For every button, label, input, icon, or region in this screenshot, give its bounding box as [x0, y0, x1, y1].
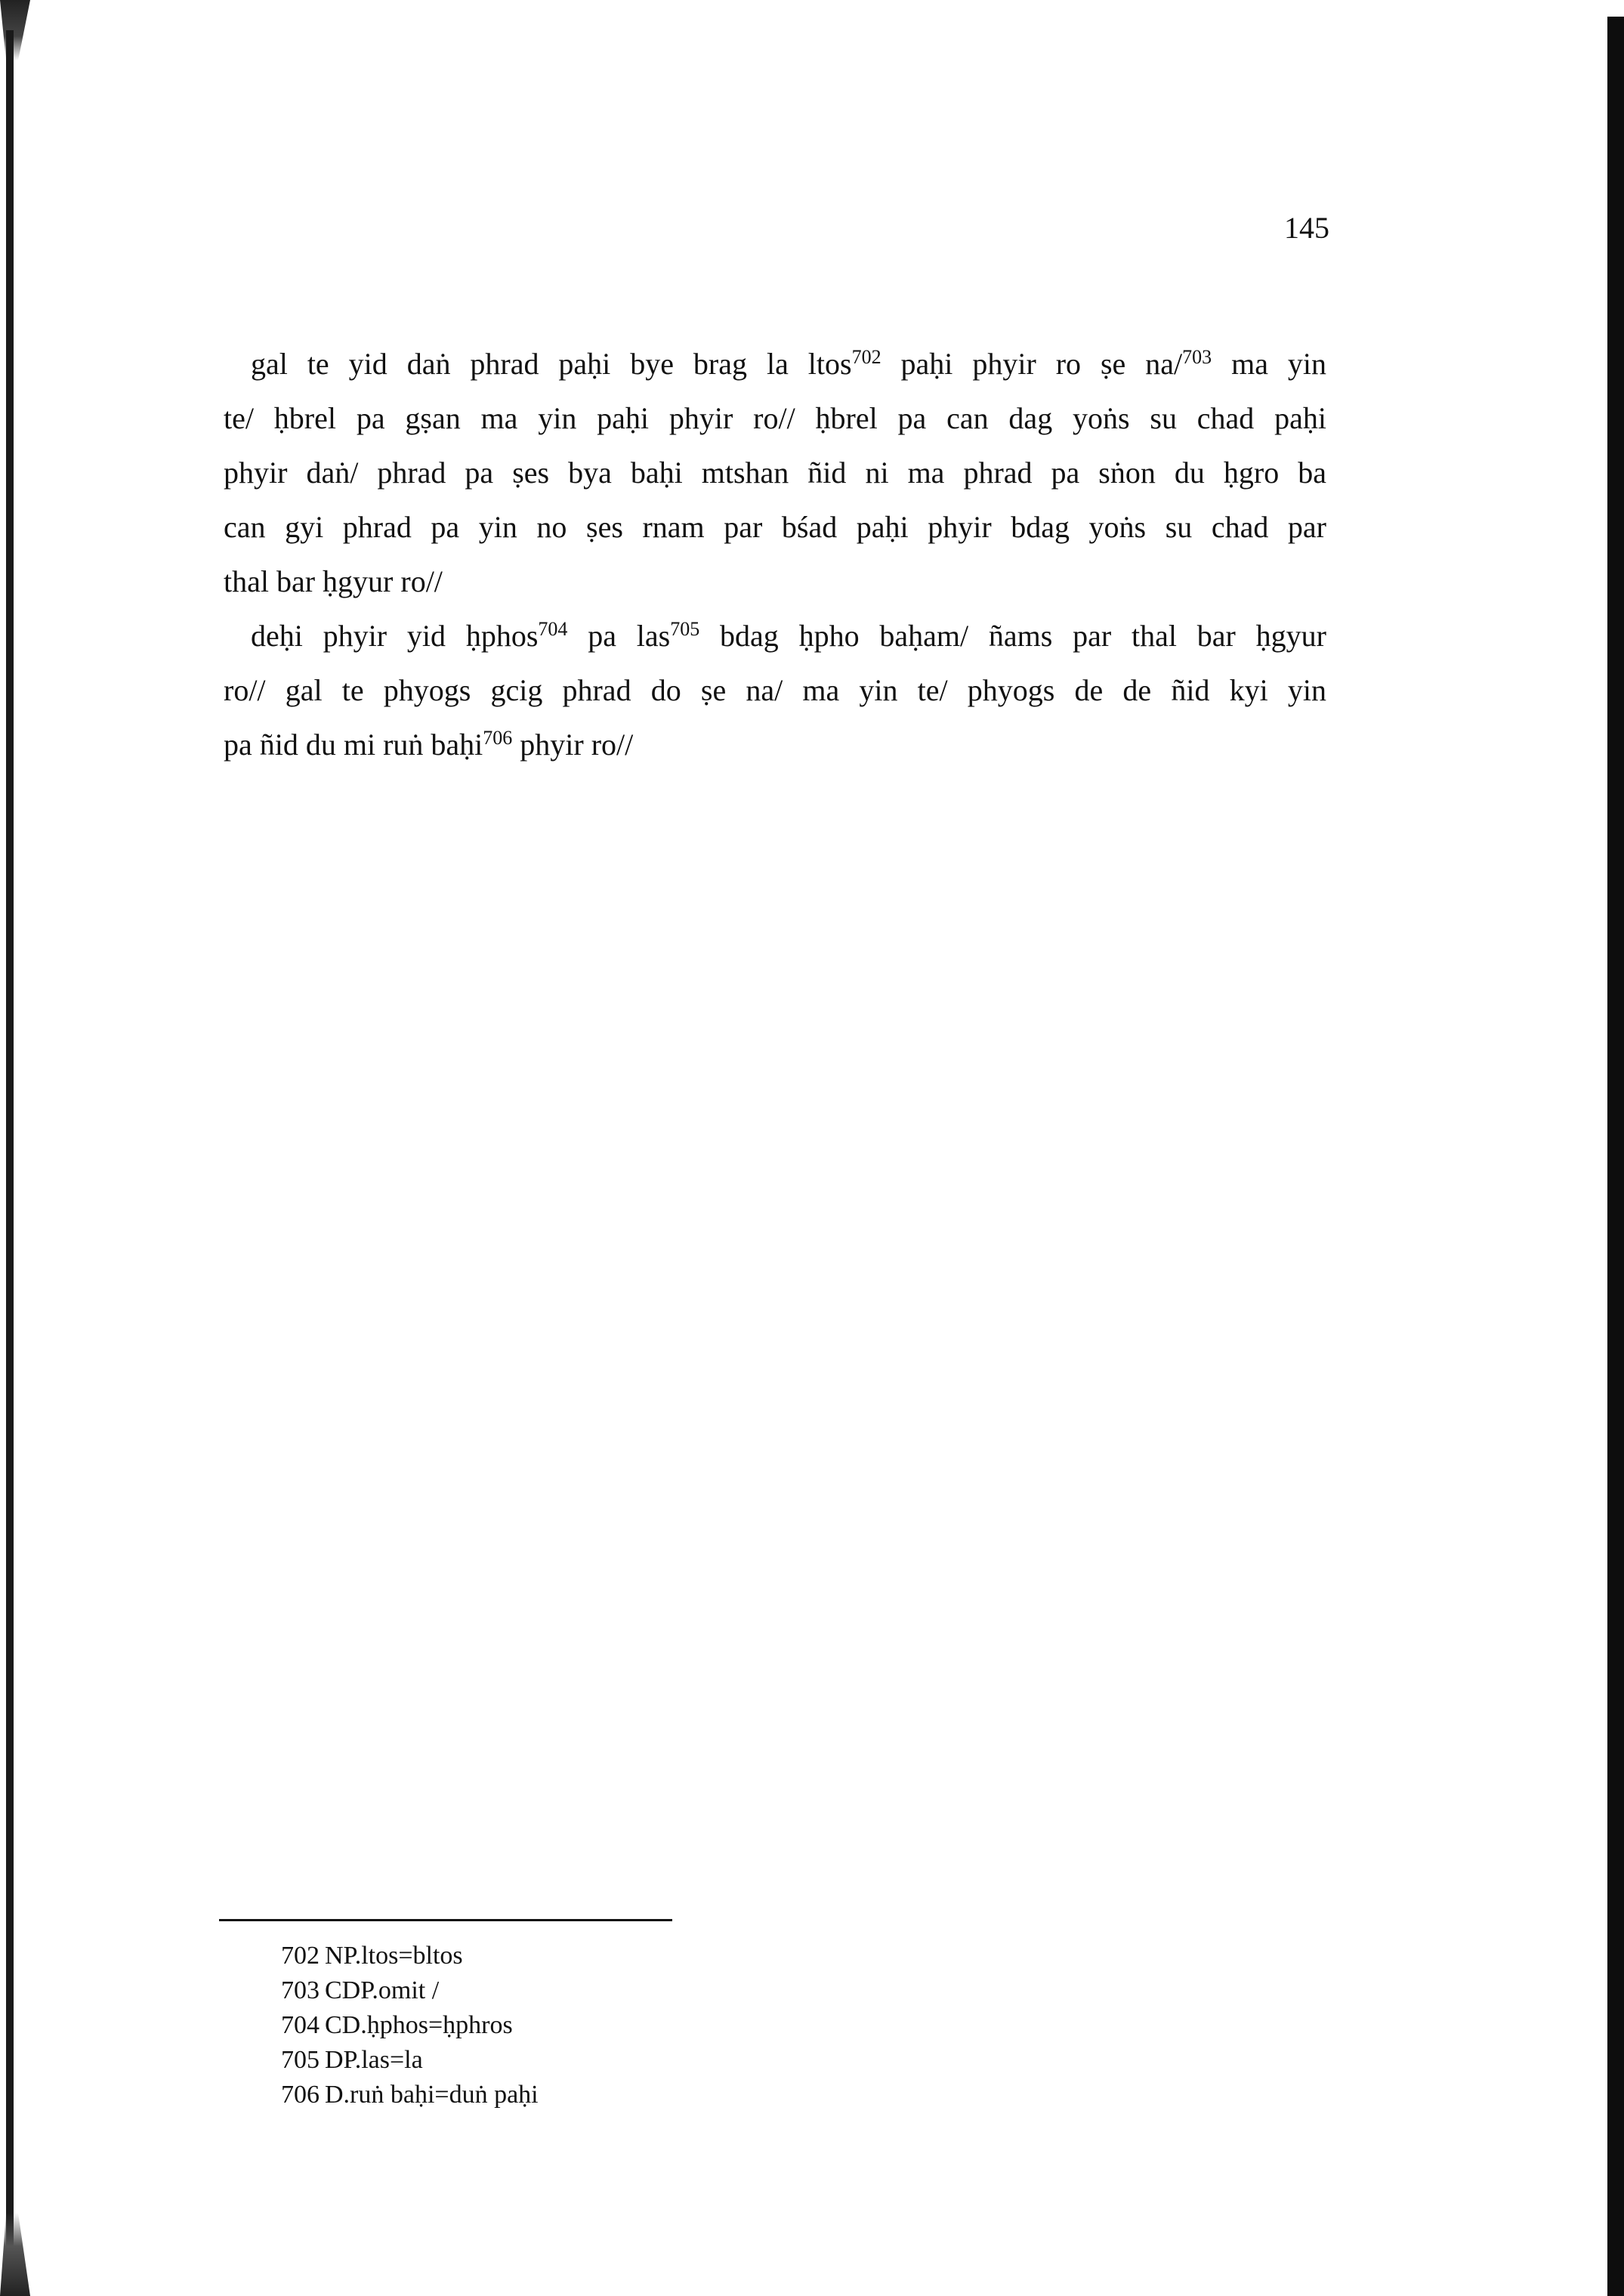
footnote-text: NP.ltos=bltos: [325, 1942, 463, 1970]
text-segment: gal te yid daṅ phrad paḥi bye brag la ltos: [251, 347, 852, 381]
footnote-706: [281, 2078, 961, 2112]
footnotes: [281, 1939, 961, 2112]
paragraph-2: [224, 609, 1326, 772]
paragraph-1-line-5: thal bar ḥgyur ro//: [224, 564, 443, 598]
paragraph-1-line-1: [224, 337, 1326, 391]
footnote-704: [281, 2008, 961, 2043]
text-segment: ma yin: [1212, 347, 1327, 381]
footnote-text: D.ruṅ baḥi=duṅ paḥi: [325, 2081, 539, 2109]
text-segment: deḥi phyir yid ḥphos: [251, 619, 539, 653]
paragraph-2-line-3: [224, 718, 1326, 772]
text-segment: pa ñid du mi ruṅ baḥi: [224, 728, 483, 762]
scan-edge-left: [0, 0, 30, 2296]
footnote-text: CD.ḥphos=ḥphros: [325, 2011, 513, 2039]
paragraph-2-line-1: [224, 609, 1326, 663]
paragraph-1-line-4: can gyi phrad pa yin no ṣes rnam par bśad paḥi phyir bdag yoṅs su chad par: [224, 510, 1326, 544]
scan-shadow-bottom: [0, 2213, 30, 2296]
footnote-divider: [219, 1919, 672, 1921]
text-segment: phyir ro//: [512, 728, 634, 762]
paragraph-1-line-3: phyir daṅ/ phrad pa ṣes bya baḥi mtshan ñid ni ma phrad pa sṅon du ḥgro ba: [224, 456, 1326, 490]
text-segment: pa las: [567, 619, 671, 653]
page-number: 145: [1284, 211, 1329, 245]
footnote-703: [281, 1973, 961, 2008]
text-segment: bdag ḥpho baḥam/ ñams par thal bar ḥgyur: [699, 619, 1327, 653]
main-text: [224, 337, 1326, 772]
footnote-number: 704: [281, 2011, 320, 2039]
footnote-number: 705: [281, 2046, 320, 2074]
footnote-number: 703: [281, 1976, 320, 2004]
footnote-text: CDP.omit /: [325, 1976, 440, 2004]
footnote-ref-704: 704: [538, 618, 568, 640]
footnote-number: 702: [281, 1942, 320, 1970]
footnote-705: [281, 2043, 961, 2078]
footnote-ref-703: 703: [1182, 346, 1212, 368]
footnote-ref-702: 702: [851, 346, 881, 368]
paragraph-1: [224, 337, 1326, 609]
scan-edge-right: [1607, 17, 1624, 2296]
footnote-702: [281, 1939, 961, 1973]
footnote-ref-705: 705: [670, 618, 700, 640]
footnote-text: DP.las=la: [325, 2046, 423, 2074]
scan-shadow-bar: [6, 30, 14, 2289]
paragraph-2-line-2: ro// gal te phyogs gcig phrad do ṣe na/ ma yin te/ phyogs de de ñid kyi yin: [224, 673, 1326, 707]
footnote-ref-706: 706: [483, 727, 513, 749]
footnote-number: 706: [281, 2081, 320, 2109]
scan-shadow-top: [0, 0, 30, 60]
text-segment: paḥi phyir ro ṣe na/: [881, 347, 1183, 381]
paragraph-1-line-2: te/ ḥbrel pa gṣan ma yin paḥi phyir ro// ḥbrel pa can dag yoṅs su chad paḥi: [224, 401, 1326, 435]
